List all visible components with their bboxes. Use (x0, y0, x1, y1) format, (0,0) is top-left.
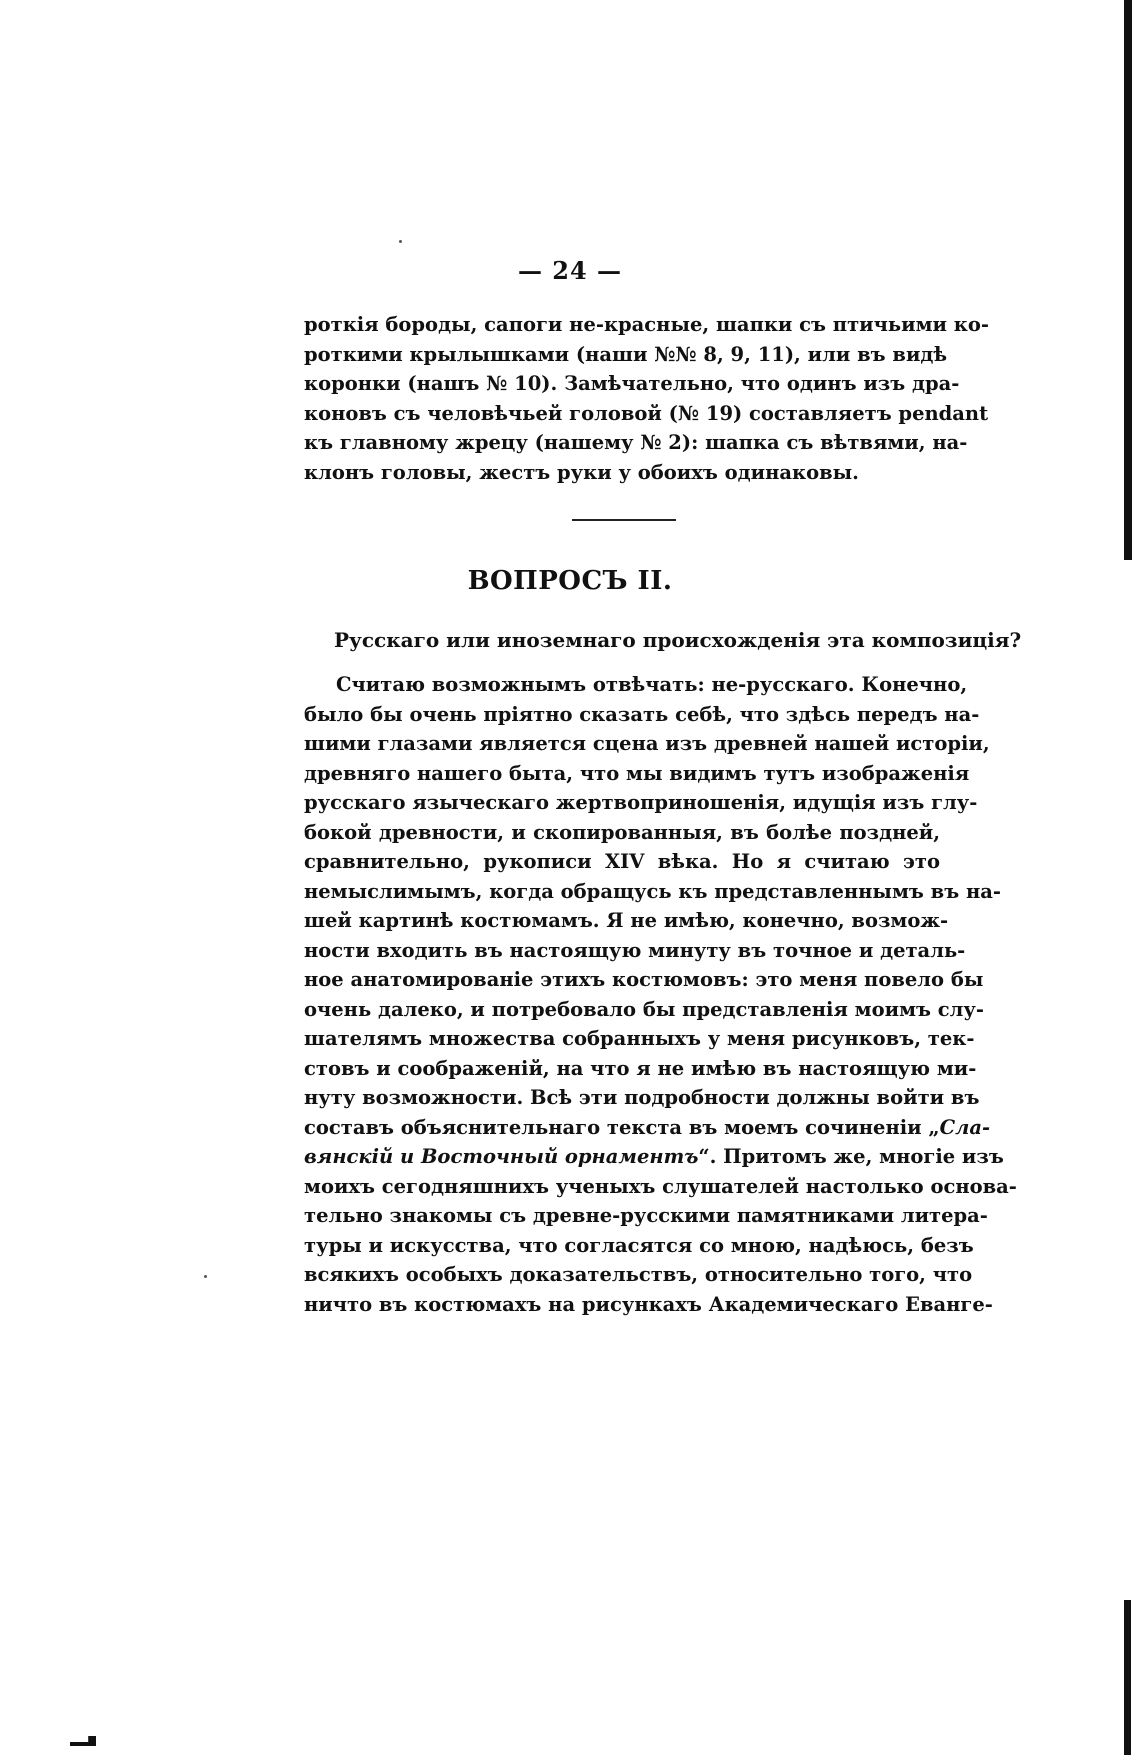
text-line: роткими крылышками (наши №№ 8, 9, 11), или въ видѣ (304, 342, 948, 366)
text-line: немыслимымъ, когда обращусь къ представленнымъ въ на- (304, 879, 1001, 903)
text-line: ничто въ костюмахъ на рисункахъ Академическаго Еванге- (304, 1292, 993, 1316)
text-line: очень далеко, и потребовало бы представленія моимъ слу- (304, 997, 984, 1021)
scan-corner-mark (70, 1736, 96, 1746)
text-line: шей картинѣ костюмамъ. Я не имѣю, конечно, возмож- (304, 909, 949, 932)
text-line: роткія бороды, сапоги не-красные, шапки съ птичьими ко- (304, 313, 989, 336)
paragraph-main (304, 670, 1017, 1319)
text-line: коновъ съ человѣчьей головой (№ 19) составляетъ pendant (304, 401, 989, 425)
section-divider (572, 519, 676, 521)
paragraph-continued (304, 310, 989, 487)
text-line: туры и искусства, что согласятся со мною, надѣюсь, безъ (304, 1233, 974, 1257)
text-fragment: составъ объяснительнаго текста въ моемъ сочиненіи „ (304, 1115, 940, 1139)
book-title-italic: Сла- (939, 1115, 991, 1139)
text-line: ное анатомированіе этихъ костюмовъ: это меня повело бы (304, 968, 984, 991)
text-line: ности входить въ настоящую минуту въ точное и деталь- (304, 938, 966, 962)
text-line: сравнительно, рукописи XIV вѣка. Но я считаю это (304, 850, 940, 873)
page-number: — 24 — (517, 256, 623, 285)
text-line: тельно знакомы съ древне-русскими памятниками литера- (304, 1204, 988, 1227)
text-line: шателямъ множества собранныхъ у меня рисунковъ, тек- (304, 1027, 975, 1050)
text-line: было бы очень пріятно сказать себѣ, что здѣсь передъ на- (304, 702, 980, 726)
text-line: коронки (нашъ № 10). Замѣчательно, что одинъ изъ дра- (304, 372, 960, 395)
text-line: древняго нашего быта, что мы видимъ тутъ изображенія (304, 761, 970, 785)
text-line-with-italic (304, 1113, 991, 1143)
text-line: Считаю возможнымъ отвѣчать: не-русскаго. Конечно, (336, 673, 968, 696)
text-line: нуту возможности. Всѣ эти подробности должны войти въ (304, 1086, 980, 1109)
text-line: бокой древности, и скопированныя, въ болѣе поздней, (304, 820, 940, 844)
text-line: русскаго языческаго жертвоприношенія, идущія изъ глу- (304, 791, 978, 814)
section-heading: ВОПРОСЪ II. (467, 566, 673, 596)
text-line-with-italic (304, 1142, 1004, 1172)
text-line: стовъ и соображеній, на что я не имѣю въ настоящую ми- (304, 1056, 977, 1080)
scan-speck (399, 240, 402, 243)
text-fragment: “. Притомъ же, многіе изъ (698, 1145, 1004, 1168)
scan-speck (204, 1275, 207, 1278)
scan-edge-shadow-lower (1124, 1600, 1131, 1755)
text-line: шими глазами является сцена изъ древней нашей исторіи, (304, 732, 990, 755)
text-line: всякихъ особыхъ доказательствъ, относительно того, что (304, 1263, 973, 1286)
book-title-italic: вянскій и Восточный орнаментъ (304, 1145, 699, 1168)
text-line: клонъ головы, жестъ руки у обоихъ одинаковы. (304, 460, 859, 484)
text-line: къ главному жрецу (нашему № 2): шапка съ вѣтвями, на- (304, 431, 968, 454)
section-subheading: Русскаго или иноземнаго происхожденія эта композиція? (334, 628, 1022, 652)
text-line: моихъ сегодняшнихъ ученыхъ слушателей настолько основа- (304, 1174, 1017, 1198)
